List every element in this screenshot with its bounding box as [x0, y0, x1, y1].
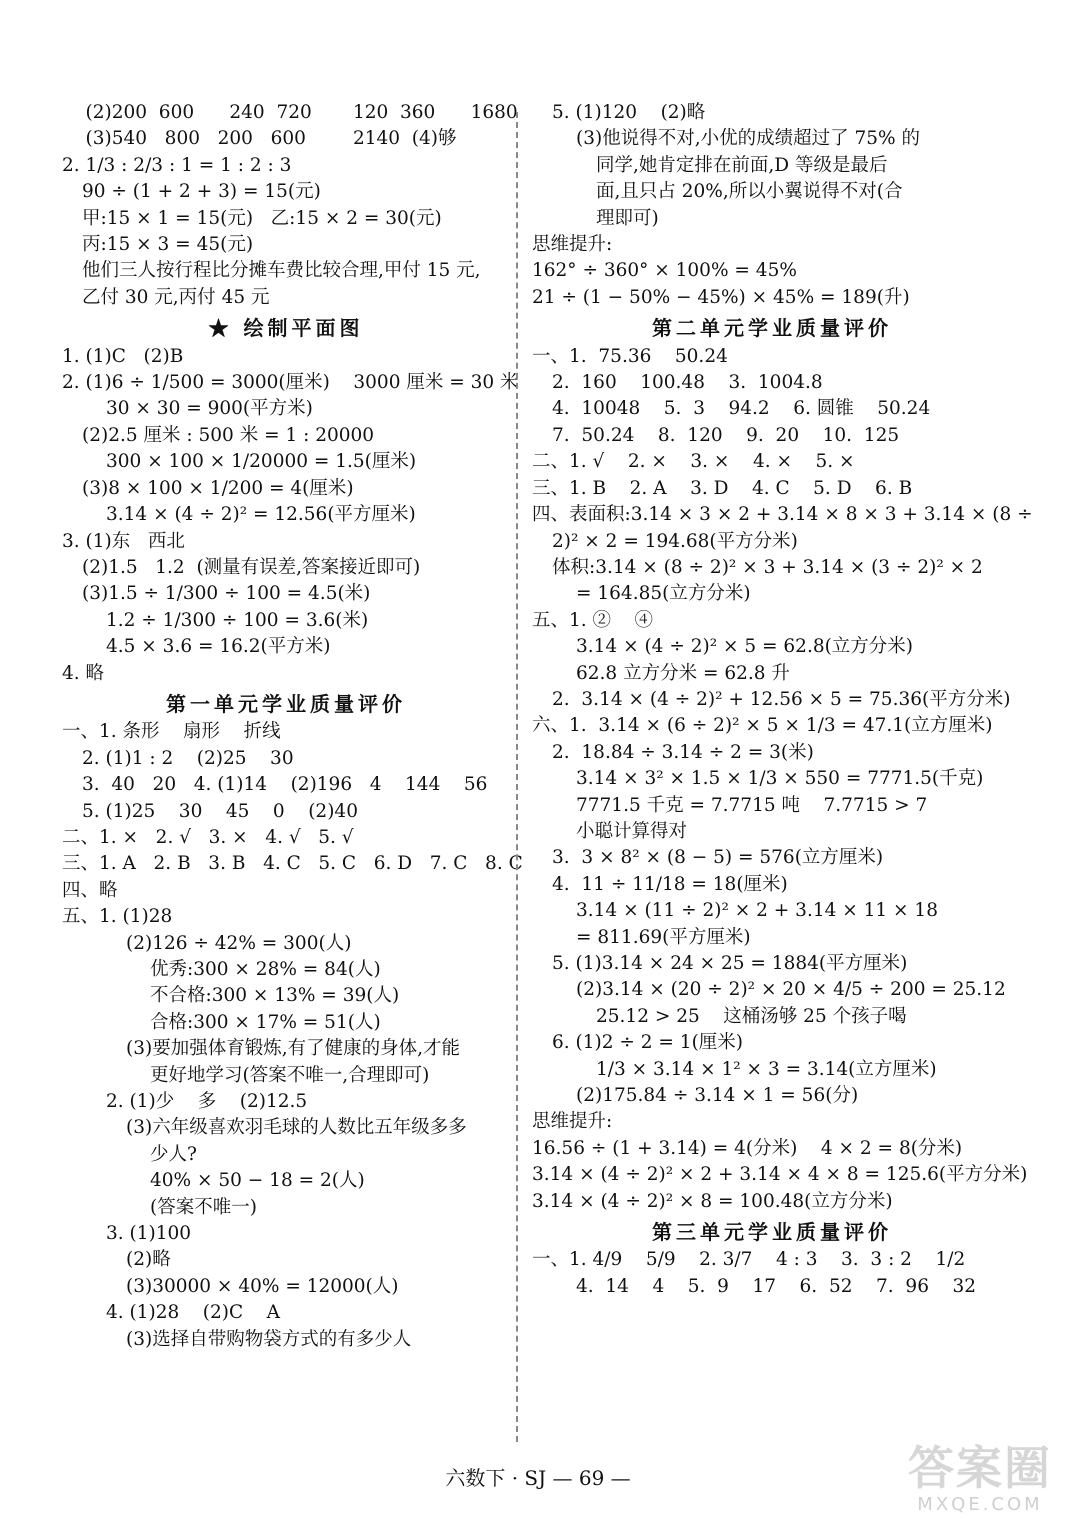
answer-line: (2)200 600 240 720 120 360 1680	[62, 102, 518, 123]
answer-line: 二、1. × 2. √ 3. × 4. √ 5. √	[62, 826, 354, 848]
answer-line: 2. 3.14 × (4 ÷ 2)² + 12.56 × 5 = 75.36(平方分米)	[552, 688, 1011, 710]
answer-line: 2)² × 2 = 194.68(平方分米)	[552, 530, 798, 552]
answer-line: 三、1. B 2. A 3. D 4. C 5. D 6. B	[532, 477, 913, 499]
answer-line: 乙付 30 元,丙付 45 元	[82, 286, 270, 308]
answer-line: 四、略	[62, 879, 118, 901]
answer-line: 二、1. √ 2. × 3. × 4. × 5. ×	[532, 451, 855, 473]
answer-line: 62.8 立方分米 = 62.8 升	[576, 662, 790, 684]
answer-line: 少人?	[150, 1143, 197, 1165]
answer-line: 7771.5 千克 = 7.7715 吨 7.7715 > 7	[576, 794, 928, 816]
watermark-main: 答案圈	[908, 1441, 1052, 1495]
answer-line: 3. 40 20 4. (1)14 (2)196 4 144 56	[82, 774, 488, 796]
answer-line: 更好地学习(答案不唯一,合理即可)	[150, 1064, 430, 1086]
answer-line: 1/3 × 3.14 × 1² × 3 = 3.14(立方厘米)	[596, 1058, 937, 1080]
answer-line: 2. 1/3 : 2/3 : 1 = 1 : 2 : 3	[62, 154, 292, 176]
section-heading: 第二单元学业质量评价	[652, 316, 892, 341]
answer-line: 30 × 30 = 900(平方米)	[106, 398, 313, 420]
answer-line: 三、1. A 2. B 3. B 4. C 5. C 6. D 7. C 8. C	[62, 853, 523, 875]
answer-line: (3)要加强体育锻炼,有了健康的身体,才能	[126, 1038, 460, 1060]
answer-line: 思维提升:	[532, 1111, 613, 1133]
column-divider	[516, 112, 518, 1442]
watermark-logo	[900, 1442, 1060, 1528]
answer-line: 3.14 × (4 ÷ 2)² × 2 + 3.14 × 4 × 8 = 125.6(平方分米)	[532, 1164, 1028, 1186]
answer-line: 3.14 × (4 ÷ 2)² × 8 = 100.48(立方分米)	[532, 1190, 893, 1212]
answer-line: 3. (1)100	[106, 1223, 192, 1245]
answer-line: 25.12 > 25 这桶汤够 25 个孩子喝	[596, 1005, 907, 1027]
answer-line: 4. (1)28 (2)C A	[106, 1302, 281, 1324]
answer-line: 5. (1)25 30 45 0 (2)40	[82, 800, 358, 822]
answer-line: 一、1. 条形 扇形 折线	[62, 721, 281, 743]
answer-line: 1. (1)C (2)B	[62, 345, 184, 367]
watermark-sub: MXQE.COM	[917, 1494, 1043, 1515]
answer-line: 同学,她肯定排在前面,D 等级是最后	[596, 154, 888, 176]
answer-line: (2)175.84 ÷ 3.14 × 1 = 56(分)	[576, 1085, 859, 1107]
answer-line: 4.5 × 3.6 = 16.2(平方米)	[106, 636, 331, 658]
left-column	[62, 100, 523, 1353]
answer-line: 不合格:300 × 13% = 39(人)	[150, 985, 400, 1007]
answer-line: = 164.85(立方分米)	[576, 583, 751, 605]
answer-line: (3)8 × 100 × 1/200 = 4(厘米)	[82, 477, 354, 499]
answer-line: 4. 10048 5. 3 94.2 6. 圆锥 50.24	[552, 398, 931, 420]
answer-line: 3.14 × (4 ÷ 2)² × 5 = 62.8(立方分米)	[576, 636, 914, 658]
answer-line: 162° ÷ 360° × 100% = 45%	[532, 260, 797, 282]
answer-line: 7. 50.24 8. 120 9. 20 10. 125	[552, 424, 900, 446]
answer-line: 1.2 ÷ 1/300 ÷ 100 = 3.6(米)	[106, 609, 369, 631]
answer-line: 4. 11 ÷ 11/18 = 18(厘米)	[552, 873, 788, 895]
answer-line: 六、1. 3.14 × (6 ÷ 2)² × 5 × 1/3 = 47.1(立方厘米)	[532, 715, 993, 737]
answer-line: 2. (1)少 多 (2)12.5	[106, 1091, 308, 1113]
answer-line: 4. 14 4 5. 9 17 6. 52 7. 96 32	[576, 1275, 977, 1297]
answer-line: 5. (1)120 (2)略	[552, 102, 706, 123]
answer-line: 一、1. 75.36 50.24	[532, 345, 728, 367]
answer-line: (3)1.5 ÷ 1/300 ÷ 100 = 4.5(米)	[82, 583, 371, 605]
answer-line: 理即可)	[596, 207, 659, 229]
answer-line: (答案不唯一)	[150, 1196, 257, 1218]
answer-line: 40% × 50 − 18 = 2(人)	[150, 1170, 365, 1192]
answer-line: 体积:3.14 × (8 ÷ 2)² × 3 + 3.14 × (3 ÷ 2)² × 2	[552, 556, 983, 578]
answer-line: 4. 略	[62, 662, 105, 684]
answer-line: 5. (1)3.14 × 24 × 25 = 1884(平方厘米)	[552, 953, 908, 974]
answer-line: (2)3.14 × (20 ÷ 2)² × 20 × 4/5 ÷ 200 = 25.12	[576, 979, 1006, 1001]
answer-line: 3.14 × (11 ÷ 2)² × 2 + 3.14 × 11 × 18	[576, 900, 938, 922]
answer-line: 21 ÷ (1 − 50% − 45%) × 45% = 189(升)	[532, 286, 910, 308]
answer-line: 他们三人按行程比分摊车费比较合理,甲付 15 元,	[82, 260, 481, 282]
answer-line: 16.56 ÷ (1 + 3.14) = 4(分米) 4 × 2 = 8(分米)	[532, 1137, 963, 1159]
right-column	[532, 100, 1033, 1300]
section-heading: ★ 绘制平面图	[208, 316, 364, 341]
answer-line: 小聪计算得对	[576, 820, 688, 842]
answer-line: 五、1. ② ④	[532, 609, 654, 631]
answer-line: 思维提升:	[532, 234, 613, 256]
answer-line: (2)略	[126, 1249, 171, 1271]
answer-line: (2)126 ÷ 42% = 300(人)	[126, 932, 352, 954]
answer-line: 丙:15 × 3 = 45(元)	[82, 234, 254, 256]
answer-line: 3.14 × (4 ÷ 2)² = 12.56(平方厘米)	[106, 504, 416, 526]
page-footer: 六数下 · SJ — 69 —	[445, 1466, 631, 1490]
answer-line: 3. (1)东 西北	[62, 530, 185, 552]
answer-line: 2. (1)1 : 2 (2)25 30	[82, 747, 294, 769]
answer-line: (2)1.5 1.2 (测量有误差,答案接近即可)	[82, 556, 421, 578]
answer-line: 2. 18.84 ÷ 3.14 ÷ 2 = 3(米)	[552, 741, 814, 763]
answer-line: 300 × 100 × 1/20000 = 1.5(厘米)	[106, 451, 417, 473]
section-heading: 第三单元学业质量评价	[652, 1220, 892, 1245]
answer-line: 2. (1)6 ÷ 1/500 = 3000(厘米) 3000 厘米 = 30 米	[62, 372, 519, 394]
answer-line: (3)六年级喜欢羽毛球的人数比五年级多多	[126, 1117, 467, 1139]
answer-line: 面,且只占 20%,所以小翼说得不对(合	[596, 181, 903, 203]
answer-line: 6. (1)2 ÷ 2 = 1(厘米)	[552, 1032, 744, 1054]
answer-line: (3)30000 × 40% = 12000(人)	[126, 1275, 399, 1297]
answer-line: 五、1. (1)28	[62, 906, 173, 928]
answer-line: 四、表面积:3.14 × 3 × 2 + 3.14 × 8 × 3 + 3.14 × (8 ÷	[532, 504, 1033, 526]
answer-line: 合格:300 × 17% = 51(人)	[150, 1011, 381, 1033]
answer-line: 一、1. 4/9 5/9 2. 3/7 4 : 3 3. 3 : 2 1/2	[532, 1249, 966, 1271]
answer-line: 90 ÷ (1 + 2 + 3) = 15(元)	[82, 181, 321, 203]
answer-line: 3. 3 × 8² × (8 − 5) = 576(立方厘米)	[552, 847, 884, 869]
answer-line: 优秀:300 × 28% = 84(人)	[150, 959, 381, 980]
answer-line: 甲:15 × 1 = 15(元) 乙:15 × 2 = 30(元)	[82, 207, 442, 229]
answer-line: 2. 160 100.48 3. 1004.8	[552, 372, 823, 394]
section-heading: 第一单元学业质量评价	[166, 691, 406, 716]
answer-line: (3)选择自带购物袋方式的有多少人	[126, 1328, 412, 1350]
answer-line: = 811.69(平方厘米)	[576, 926, 751, 948]
answer-line: (3)540 800 200 600 2140 (4)够	[62, 128, 457, 150]
answer-line: 3.14 × 3² × 1.5 × 1/3 × 550 = 7771.5(千克)	[576, 768, 984, 790]
answer-line: (3)他说得不对,小优的成绩超过了 75% 的	[576, 128, 920, 150]
answer-line: (2)2.5 厘米 : 500 米 = 1 : 20000	[82, 424, 375, 446]
